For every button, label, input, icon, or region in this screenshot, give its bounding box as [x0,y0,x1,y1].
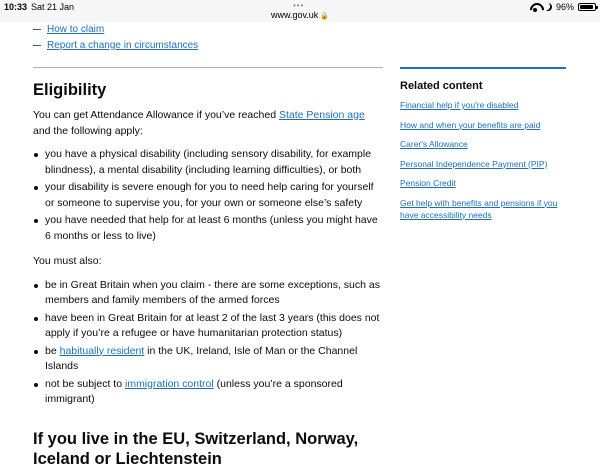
list-text: be [45,344,60,357]
section-divider [33,67,383,68]
related-item [400,158,566,170]
dash-icon [33,45,41,46]
status-bar [0,0,600,22]
habitually-resident-link[interactable]: habitually resident [59,344,145,357]
list-item [33,344,383,375]
related-item [400,138,566,150]
related-list [400,99,566,221]
list-text: not be subject to [45,377,125,390]
contents-item [33,21,198,37]
intro-text-end: and the following apply: [33,124,143,137]
list-item [33,377,383,408]
wifi-icon [530,3,540,11]
dash-icon [33,29,41,30]
multitasking-dots-icon[interactable]: ••• [293,1,305,10]
battery-icon [578,3,596,11]
contents-list [33,21,198,53]
immigration-control-link[interactable]: immigration control [124,377,214,390]
related-link-carers-allowance[interactable]: Carer's Allowance [400,139,468,149]
eligibility-heading: Eligibility [33,81,107,99]
related-link-benefits-paid[interactable]: How and when your benefits are paid [400,119,541,130]
related-item [400,99,566,111]
related-link-pension-credit[interactable]: Pension Credit [400,178,456,188]
related-item [400,177,566,189]
address-url: www.gov.uk [270,10,319,20]
intro-text: You can get Attendance Allowance if you’ve reached [33,109,279,121]
address-bar[interactable] [0,10,600,20]
battery-percent: 96% [555,2,574,12]
list-item: be in Great Britain when you claim - there are some exceptions, such as members and family members of the armed forces [33,278,383,309]
list-item: you have a physical disability (including sensory disability, for example blindness), a mental disability (including learning difficulties), or both [33,147,383,178]
related-link-pip[interactable]: Personal Independence Payment (PIP) [400,158,548,169]
related-content [400,67,566,228]
related-item [400,197,566,221]
main-content [33,67,383,469]
related-heading: Related content [400,80,483,92]
must-also-text: You must also: [33,255,102,267]
contents-link-how-to-claim[interactable]: How to claim [47,23,105,35]
lock-icon: 🔒 [320,13,330,20]
list-item: you have needed that help for at least 6 months (unless you might have 6 months or less to live) [33,213,383,244]
list-item: have been in Great Britain for at least 2 of the last 3 years (this does not apply if you’re a refugee or have humanitarian protection status) [33,311,383,342]
eligibility-intro [33,108,383,139]
also-list [33,278,383,408]
related-top-border [400,67,566,69]
conditions-list [33,147,383,244]
status-time: 10:33 [4,2,28,12]
related-link-accessibility[interactable]: Get help with benefits and pensions if you have accessibility needs [400,197,558,220]
contents-item [33,37,198,53]
related-item [400,119,566,131]
eu-heading: If you live in the EU, Switzerland, Norway, Iceland or Liechtenstein [33,429,359,468]
status-indicators [530,2,596,12]
list-item: your disability is severe enough for you to need help caring for yourself or someone to supervise you, for your own or someone else’s safety [33,180,383,211]
list-text: (unless you’re a sponsored immigrant) [45,377,343,405]
status-date: Sat 21 Jan [31,2,75,12]
list-text: in the UK, Ireland, Isle of Man or the Channel Islands [45,344,358,372]
related-link-financial-help[interactable]: Financial help if you're disabled [400,100,519,110]
contents-link-report-change[interactable]: Report a change in circumstances [47,39,199,51]
state-pension-age-link[interactable]: State Pension age [278,109,365,121]
